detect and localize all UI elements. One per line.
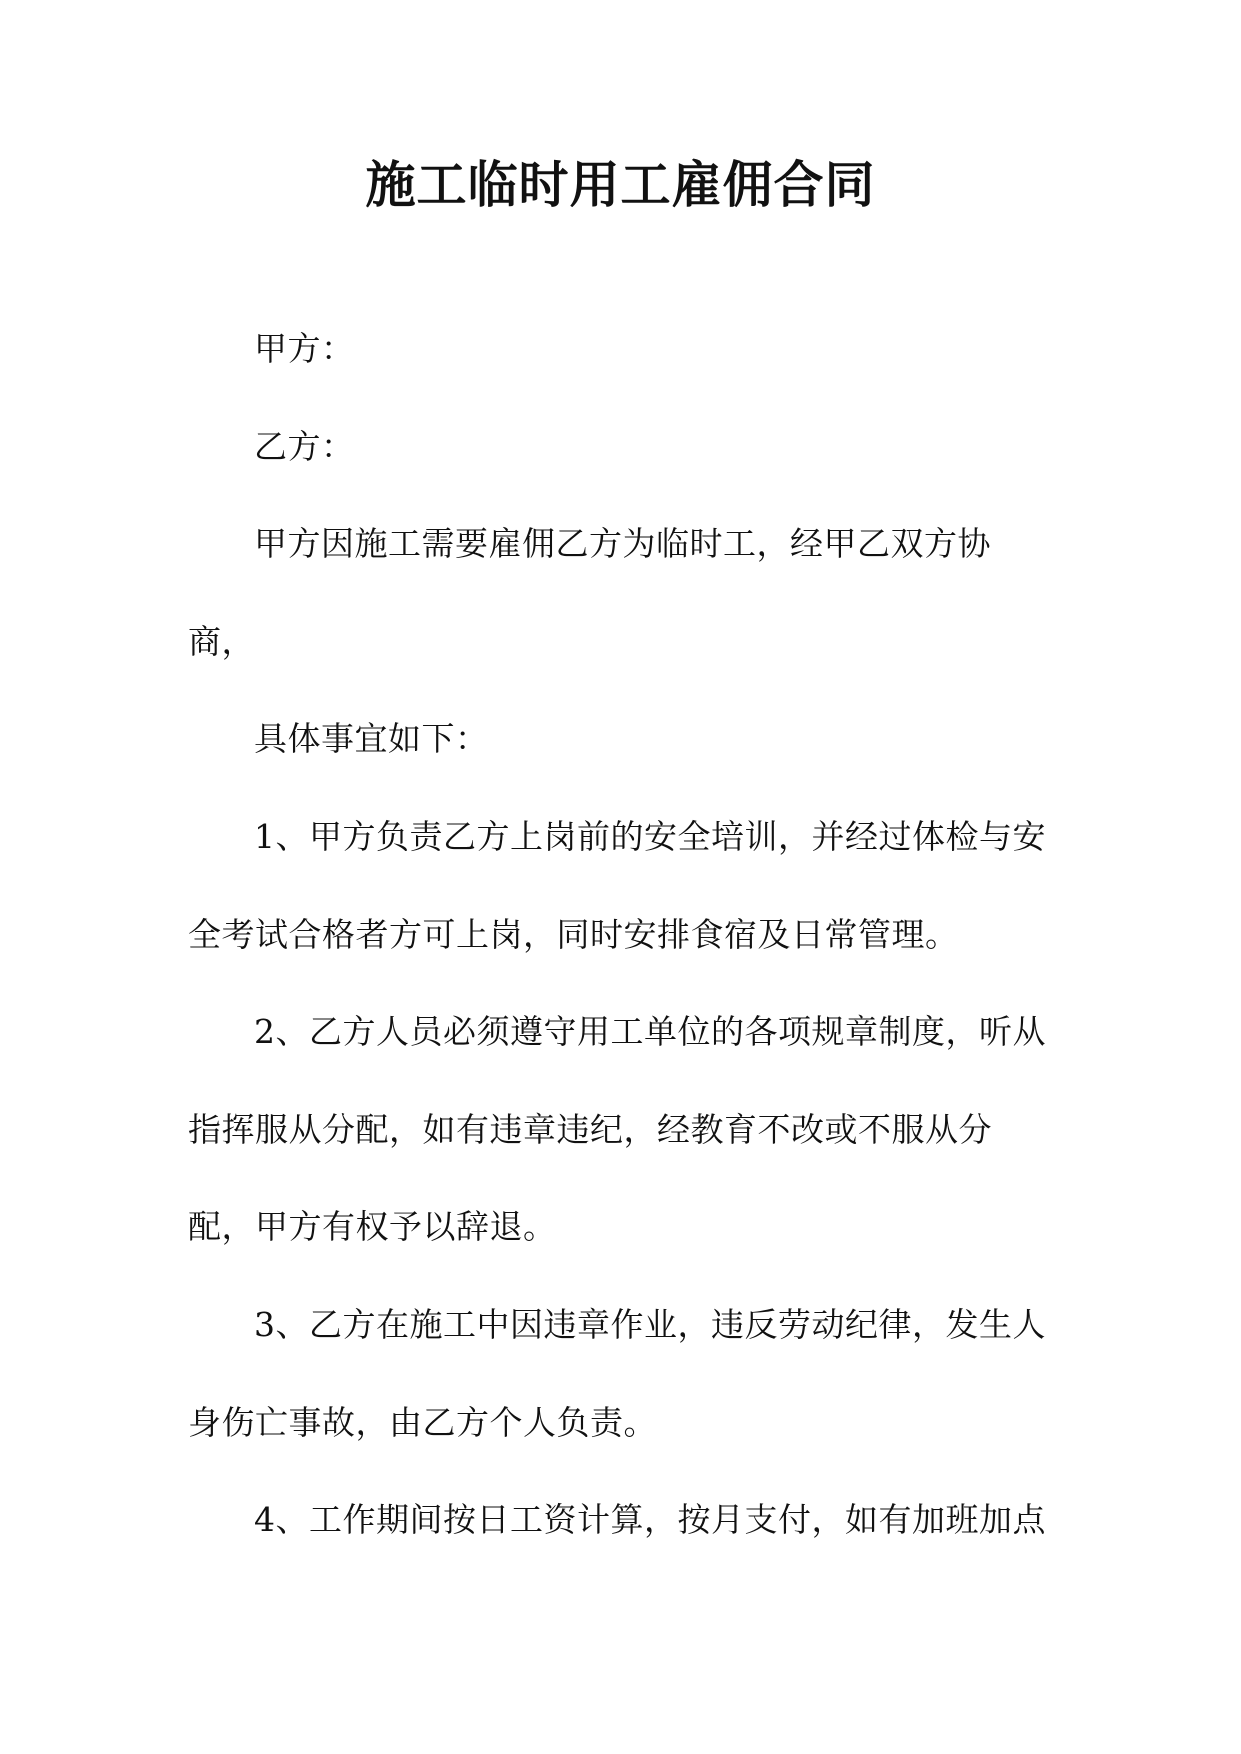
clause-3-line-continued: 身伤亡事故，由乙方个人负责。 <box>188 1402 657 1442</box>
party-a-line: 甲方： <box>254 329 355 368</box>
document-body <box>188 300 1058 1569</box>
clause-2-line-end: 配，甲方有权予以辞退。 <box>188 1207 557 1247</box>
clause-1-line-continued: 全考试合格者方可上岗，同时安排食宿及日常管理。 <box>188 914 959 954</box>
document-title: 施工临时用工雇佣合同 <box>365 155 876 214</box>
clause-3-line: 3、乙方在施工中因违章作业，违反劳动纪律，发生人 <box>254 1304 1046 1344</box>
party-b-line: 乙方： <box>254 426 355 466</box>
clause-4-line: 4、工作期间按日工资计算，按月支付，如有加班加点 <box>254 1500 1046 1540</box>
details-heading-line: 具体事宜如下： <box>254 719 489 759</box>
intro-line-continued: 商， <box>188 621 255 661</box>
clause-2-line: 2、乙方人员必须遵守用工单位的各项规章制度，听从 <box>254 1012 1046 1052</box>
intro-line: 甲方因施工需要雇佣乙方为临时工，经甲乙双方协 <box>254 524 991 564</box>
clause-1-line: 1、甲方负责乙方上岗前的安全培训，并经过体检与安 <box>254 816 1046 856</box>
clause-2-line-continued: 指挥服从分配，如有违章违纪，经教育不改或不服从分 <box>188 1109 992 1149</box>
